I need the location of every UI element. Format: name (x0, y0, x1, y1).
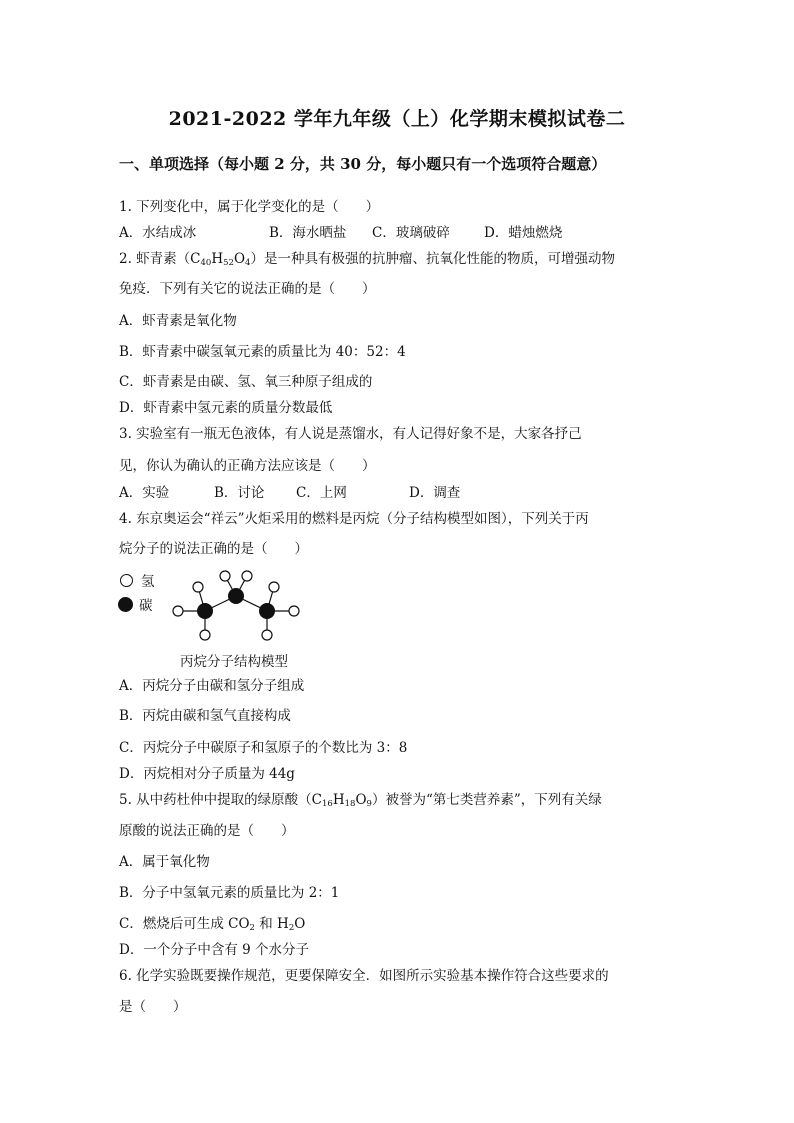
q3-options (119, 484, 460, 502)
hydrogen-atom (173, 606, 183, 616)
q1-options (119, 224, 562, 242)
hydrogen-atom (262, 630, 272, 640)
hydrogen-atom (242, 571, 252, 581)
diagram-caption: 丙烷分子结构模型 (180, 654, 288, 670)
carbon-atom-icon (118, 597, 133, 612)
q5-option-c: C．燃烧后可生成 $CO_2$ 和 $H_2O$ (119, 916, 306, 933)
q2-stem: 2. 虾青素$(C_{40}H_{52}O_4)$是一种具有极强的抗肿瘤、抗氧化性能的物质，可增强动物 (119, 251, 615, 268)
q5-option-a: A．属于氧化物 (119, 854, 210, 870)
hydrogen-atoms (173, 571, 299, 640)
q1-stem: 1. 下列变化中，属于化学变化的是（ ） (119, 199, 380, 215)
hydrogen-atom (193, 582, 203, 592)
hydrogen-atom-icon (120, 574, 133, 587)
hydrogen-atom (200, 630, 210, 640)
q3-stem-cont: 见，你认为确认的正确方法应该是（ ） (119, 458, 376, 474)
q4-option-b: B．丙烷由碳和氢气直接构成 (119, 708, 291, 724)
q1-option-d: D．蜡烛燃烧 (484, 225, 563, 241)
q1-option-b: B．海水晒盐 (269, 225, 347, 241)
q3-option-a: A．实验 (119, 485, 170, 501)
q1-option-c: C．玻璃破碎 (372, 225, 450, 241)
carbon-atom (197, 603, 213, 619)
q1-option-a: A．水结成冰 (119, 225, 197, 241)
carbon-atom (259, 603, 275, 619)
q6-stem: 6. 化学实验既要操作规范，更要保障安全．如图所示实验基本操作符合这些要求的 (119, 968, 609, 984)
q4-option-d: D．丙烷相对分子质量为 44g (119, 766, 295, 782)
q2-option-a: A．虾青素是氧化物 (119, 313, 237, 329)
q3-option-c: C．上网 (296, 485, 347, 501)
hydrogen-atom (269, 582, 279, 592)
q2-stem-cont: 免疫．下列有关它的说法正确的是（ ） (119, 281, 376, 297)
propane-model-diagram (165, 565, 310, 645)
hydrogen-atom (289, 606, 299, 616)
q4-stem-cont: 烷分子的说法正确的是（ ） (119, 541, 308, 557)
q3-option-b: B．讨论 (214, 485, 265, 501)
q5-stem: 5. 从中药杜仲中提取的绿原酸$(C_{16}H_{18}O_9)$被誉为“第七类营养素”，下列有关绿 (119, 792, 602, 809)
q5-option-b: B．分子中氢氧元素的质量比为 2：1 (119, 885, 340, 901)
q2-option-b: B．虾青素中碳氢氧元素的质量比为 40：52：4 (119, 344, 406, 360)
q4-stem: 4. 东京奥运会“祥云”火炬采用的燃料是丙烷（分子结构模型如图），下列关于丙 (119, 511, 589, 527)
q3-stem: 3. 实验室有一瓶无色液体，有人说是蒸馏水，有人记得好象不是，大家各抒己 (119, 426, 582, 442)
legend-hydrogen: 氢 (120, 568, 155, 592)
q4-option-c: C．丙烷分子中碳原子和氢原子的个数比为 3：8 (119, 740, 408, 756)
q2-option-c: C．虾青素是由碳、氢、氧三种原子组成的 (119, 374, 373, 390)
carbon-atoms (197, 588, 275, 619)
legend-carbon: 碳 (120, 592, 155, 616)
q4-option-a: A．丙烷分子由碳和氢分子组成 (119, 678, 305, 694)
page-title: 2021-2022 学年九年级（上）化学期末模拟试卷二 (168, 108, 626, 130)
q6-stem-cont: 是（ ） (119, 999, 187, 1015)
q5-stem-cont: 原酸的说法正确的是（ ） (119, 823, 295, 839)
q2-option-d: D．虾青素中氢元素的质量分数最低 (119, 400, 333, 416)
hydrogen-atom (220, 571, 230, 581)
q3-option-d: D．调查 (409, 485, 461, 501)
molecule-legend (120, 568, 155, 616)
section-heading: 一、单项选择（每小题 2 分，共 30 分，每小题只有一个选项符合题意） (119, 155, 607, 173)
q5-option-d: D．一个分子中含有 9 个水分子 (119, 942, 309, 958)
carbon-atom (228, 588, 244, 604)
